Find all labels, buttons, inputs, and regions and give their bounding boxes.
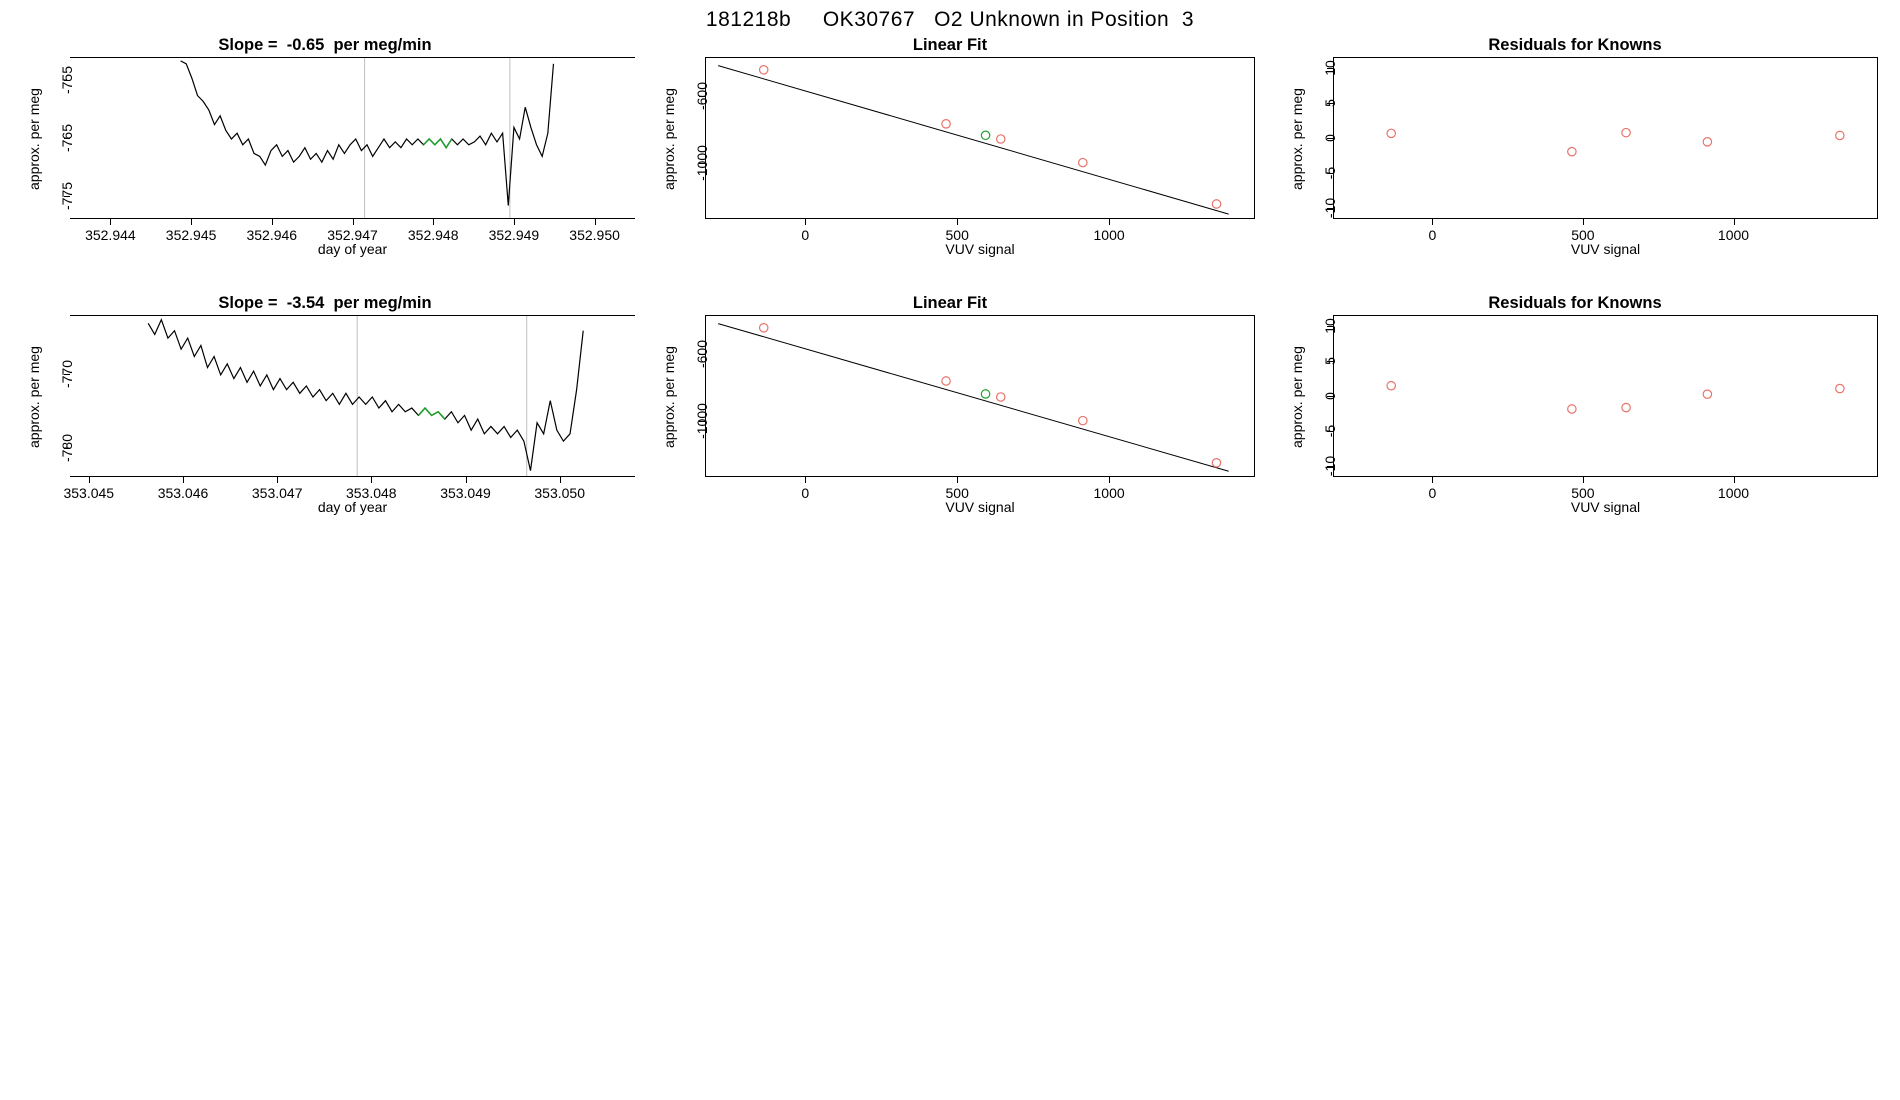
xlabel-row2-residuals: VUV signal	[1570, 499, 1641, 515]
x-tick-mark	[1583, 477, 1584, 483]
x-tick-label: 352.944	[85, 227, 136, 243]
xlabel-row2-linearfit: VUV signal	[945, 499, 1015, 515]
x-tick-mark	[371, 477, 372, 483]
series-row2-timeseries	[70, 316, 635, 477]
panel-row2-linearfit	[640, 288, 1260, 518]
y-tick-label: -765	[59, 123, 75, 153]
x-tick-label: 0	[1428, 485, 1437, 501]
x-tick-mark	[1432, 477, 1433, 483]
y-tick-label: -755	[59, 66, 75, 95]
series-row1-timeseries	[70, 58, 635, 219]
y-tick-label: -10	[1322, 198, 1338, 219]
xlabel-row1-residuals: VUV signal	[1570, 241, 1641, 257]
x-tick-mark	[1734, 219, 1735, 225]
x-tick-label: 1000	[1093, 485, 1125, 501]
x-tick-label: 353.049	[440, 485, 491, 501]
panel-row1-residuals	[1260, 30, 1890, 260]
series-row1-residuals	[1334, 58, 1878, 219]
panel-row1-timeseries	[10, 30, 640, 260]
ylabel-row1-residuals: approx. per meg	[1289, 88, 1305, 190]
panel-row2-timeseries	[10, 288, 640, 518]
y-tick-label: -775	[59, 181, 75, 210]
y-tick-label: 10	[1322, 59, 1338, 76]
x-tick-mark	[957, 219, 958, 225]
y-tick-label: -1000	[694, 145, 710, 182]
series-row2-residuals	[1334, 316, 1878, 477]
figure-title: 181218b OK30767 O2 Unknown in Position 3	[705, 8, 1195, 31]
panel-title-row1-timeseries: Slope = -0.65 per meg/min	[218, 36, 432, 54]
x-tick-mark	[595, 219, 596, 225]
x-tick-label: 1000	[1717, 485, 1750, 501]
x-tick-mark	[191, 219, 192, 225]
y-tick-label: 0	[1322, 134, 1338, 142]
x-tick-label: 353.046	[157, 485, 209, 501]
y-tick-label: -10	[1322, 456, 1338, 477]
plot-area-row1-linearfit	[705, 57, 1255, 219]
x-tick-label: 1000	[1093, 227, 1125, 243]
x-tick-mark	[805, 219, 806, 225]
x-tick-mark	[1109, 477, 1110, 483]
x-tick-mark	[514, 219, 515, 225]
x-tick-mark	[805, 477, 806, 483]
y-tick-label: -770	[59, 359, 75, 388]
x-tick-mark	[183, 477, 184, 483]
x-tick-label: 0	[1428, 227, 1437, 243]
x-tick-label: 352.947	[327, 227, 378, 243]
x-tick-mark	[466, 477, 467, 483]
plot-area-row1-residuals	[1333, 57, 1878, 219]
y-tick-label: -600	[694, 81, 710, 110]
y-tick-label: -5	[1322, 166, 1338, 180]
x-tick-mark	[277, 477, 278, 483]
ylabel-row1-timeseries: approx. per meg	[26, 88, 42, 190]
x-tick-label: 0	[801, 485, 810, 501]
x-tick-mark	[272, 219, 273, 225]
x-tick-label: 1000	[1717, 227, 1750, 243]
x-tick-label: 353.048	[345, 485, 397, 501]
panel-title-row1-linearfit: Linear Fit	[912, 36, 988, 54]
x-tick-label: 0	[801, 227, 810, 243]
ylabel-row2-linearfit: approx. per meg	[661, 346, 677, 448]
panel-title-row2-residuals: Residuals for Knowns	[1488, 294, 1662, 312]
y-tick-label: -600	[694, 339, 710, 368]
x-tick-label: 352.946	[246, 227, 298, 243]
ylabel-row2-residuals: approx. per meg	[1289, 346, 1305, 448]
x-tick-label: 352.945	[165, 227, 217, 243]
x-tick-mark	[1734, 477, 1735, 483]
plot-area-row2-linearfit	[705, 315, 1255, 477]
x-tick-mark	[433, 219, 434, 225]
x-tick-label: 500	[945, 227, 969, 243]
panel-row1-linearfit	[640, 30, 1260, 260]
x-tick-mark	[353, 219, 354, 225]
x-tick-label: 500	[1571, 227, 1595, 243]
x-tick-label: 352.948	[407, 227, 459, 243]
ylabel-row2-timeseries: approx. per meg	[26, 346, 42, 448]
plot-area-row2-timeseries	[70, 315, 635, 477]
x-tick-label: 353.050	[534, 485, 585, 501]
xlabel-row1-linearfit: VUV signal	[945, 241, 1015, 257]
y-tick-label: -780	[59, 433, 75, 462]
y-tick-label: -5	[1322, 424, 1338, 438]
x-tick-label: 500	[945, 485, 969, 501]
panel-title-row1-residuals: Residuals for Knowns	[1488, 36, 1662, 54]
panel-row2-residuals	[1260, 288, 1890, 518]
panel-title-row2-linearfit: Linear Fit	[912, 294, 988, 312]
panel-title-row2-timeseries: Slope = -3.54 per meg/min	[218, 294, 432, 312]
series-row1-linearfit	[706, 58, 1255, 219]
x-tick-mark	[560, 477, 561, 483]
x-tick-mark	[1583, 219, 1584, 225]
y-tick-label: 10	[1322, 317, 1338, 334]
ylabel-row1-linearfit: approx. per meg	[661, 88, 677, 190]
xlabel-row1-timeseries: day of year	[317, 241, 388, 257]
x-tick-mark	[1109, 219, 1110, 225]
y-tick-label: 5	[1322, 98, 1338, 107]
x-tick-mark	[957, 477, 958, 483]
x-tick-mark	[1432, 219, 1433, 225]
plot-area-row2-residuals	[1333, 315, 1878, 477]
x-tick-label: 500	[1571, 485, 1595, 501]
plot-area-row1-timeseries	[70, 57, 635, 219]
xlabel-row2-timeseries: day of year	[317, 499, 388, 515]
y-tick-label: -1000	[694, 403, 710, 440]
x-tick-label: 352.950	[569, 227, 620, 243]
x-tick-label: 353.045	[63, 485, 115, 501]
y-tick-label: 0	[1322, 392, 1338, 400]
x-tick-label: 353.047	[251, 485, 303, 501]
x-tick-mark	[110, 219, 111, 225]
y-tick-label: 5	[1322, 356, 1338, 365]
x-tick-mark	[89, 477, 90, 483]
x-tick-label: 352.949	[488, 227, 540, 243]
series-row2-linearfit	[706, 316, 1255, 477]
